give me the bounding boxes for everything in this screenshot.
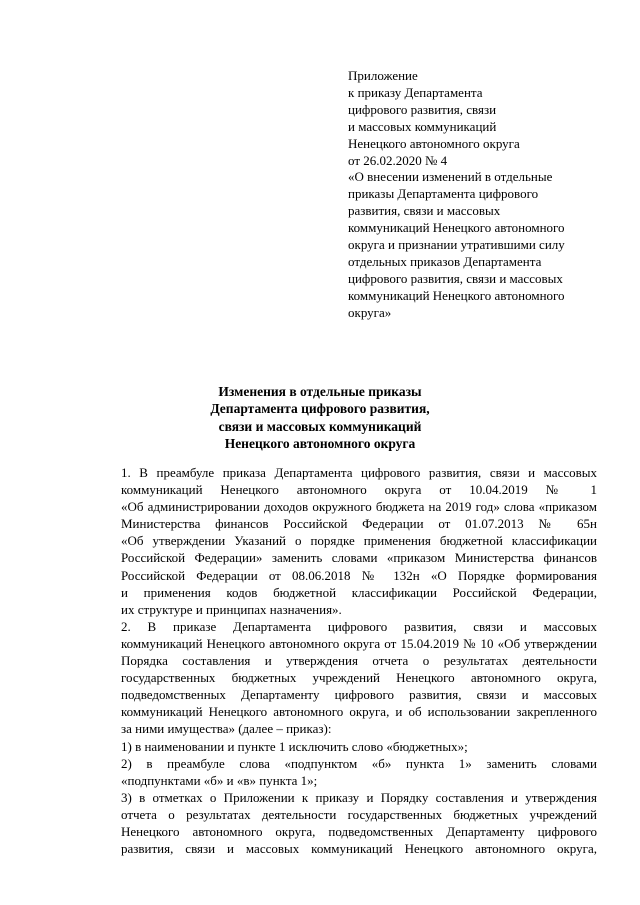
- appendix-line: коммуникаций Ненецкого автономного: [348, 220, 565, 236]
- body-line: подведомственных Департаменту цифрового развития, связи и массовых: [121, 687, 597, 703]
- body-line: Российской Федерации от 08.06.2018 № 132н «О Порядке формирования: [121, 567, 597, 583]
- appendix-line: округа и признании утратившими силу: [348, 237, 565, 253]
- body-paragraph: [91, 789, 597, 857]
- body-line: их структуре и принципах назначения».: [121, 601, 342, 617]
- body-line: коммуникаций Ненецкого автономного округа от 10.04.2019 № 1: [121, 482, 597, 498]
- body-line: и применения кодов бюджетной классификации Российской Федерации,: [121, 584, 597, 600]
- body-line: развития, связи и массовых коммуникаций Ненецкого автономного округа,: [121, 841, 597, 857]
- appendix-line: к приказу Департамента: [348, 84, 483, 100]
- body-line: «подпунктами «б» и «в» пункта 1»;: [121, 772, 318, 788]
- appendix-line: развития, связи и массовых: [348, 203, 501, 219]
- body-line: 3) в отметках о Приложении к приказу и Порядку составления и утверждения: [121, 789, 597, 805]
- body-line: 2. В приказе Департамента цифрового развития, связи и массовых: [121, 618, 597, 634]
- body-line: коммуникаций Ненецкого автономного округа, и об использовании закрепленного: [121, 704, 597, 720]
- appendix-line: Ненецкого автономного округа: [348, 135, 520, 151]
- body-line: отчета о результатах деятельности государственных бюджетных учреждений: [121, 806, 597, 822]
- appendix-line: цифрового развития, связи: [348, 101, 497, 117]
- body-line: 2) в преамбуле слова «подпунктом «б» пункта 1» заменить словами: [121, 755, 597, 771]
- appendix-line: и массовых коммуникаций: [348, 118, 497, 134]
- body-line: государственных бюджетных учреждений Ненецкого автономного округа,: [121, 670, 597, 686]
- body-line: коммуникаций Ненецкого автономного округа от 15.04.2019 № 10 «Об утверждении: [121, 635, 597, 651]
- body-paragraph: [91, 755, 597, 789]
- appendix-header: [348, 68, 608, 322]
- appendix-line: приказы Департамента цифрового: [348, 186, 539, 202]
- body-line: Порядка составления и утверждения отчета о результатах деятельности: [121, 653, 597, 669]
- appendix-line: отдельных приказов Департамента: [348, 253, 542, 269]
- document-body: [91, 464, 597, 857]
- title-line: связи и массовых коммуникаций: [218, 418, 422, 434]
- body-paragraph: [91, 464, 597, 618]
- body-line: Ненецкого автономного округа, подведомственных Департаменту цифрового: [121, 823, 597, 839]
- body-line: «Об утверждении Указаний о порядке применения бюджетной классификации: [121, 533, 597, 549]
- appendix-line: округа»: [348, 304, 392, 320]
- body-line: за ними имущества» (далее – приказ):: [121, 721, 332, 737]
- appendix-line: цифрового развития, связи и массовых: [348, 270, 563, 286]
- body-paragraph: [91, 738, 597, 755]
- body-line: Российской Федерации» заменить словами «приказом Министерства финансов: [121, 550, 597, 566]
- title-line: Департамента цифрового развития,: [210, 401, 430, 417]
- body-paragraph: [91, 618, 597, 738]
- appendix-line: Приложение: [348, 68, 418, 83]
- body-line: 1) в наименовании и пункте 1 исключить слово «бюджетных»;: [121, 738, 468, 754]
- title-line: Ненецкого автономного округа: [224, 436, 416, 452]
- appendix-line: коммуникаций Ненецкого автономного: [348, 287, 565, 303]
- document-title: [0, 383, 640, 453]
- body-line: «Об администрировании доходов окружного бюджета на 2019 год» слова «приказом: [121, 499, 597, 515]
- body-line: Министерства финансов Российской Федерации от 01.07.2013 № 65н: [121, 516, 597, 532]
- title-line: Изменения в отдельные приказы: [218, 384, 422, 399]
- body-line: 1. В преамбуле приказа Департамента цифрового развития, связи и массовых: [121, 465, 597, 480]
- appendix-line: «О внесении изменений в отдельные: [348, 169, 553, 185]
- appendix-line: от 26.02.2020 № 4: [348, 152, 448, 168]
